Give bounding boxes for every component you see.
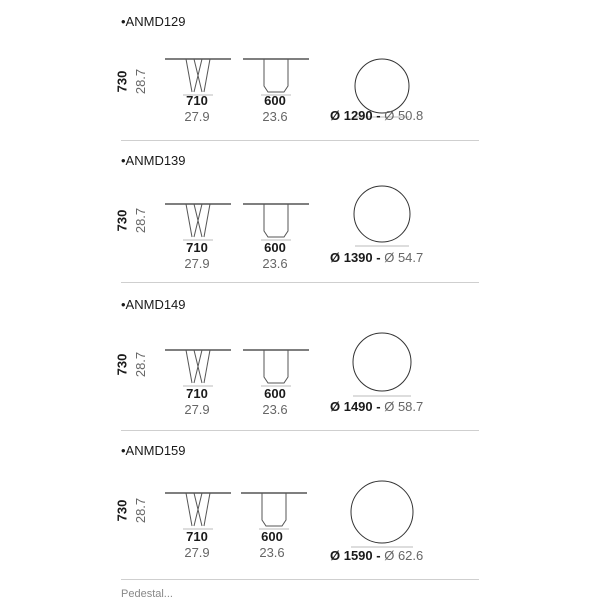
product-section-4 [0,443,600,588]
height-dimension [114,203,153,237]
width-value: 710 27.9 [184,529,210,560]
width-value: 710 27.9 [184,93,210,124]
side-view-drawing [241,56,311,96]
diameter-value: Ø 1290 - Ø 50.8 [330,108,424,123]
front-view-drawing [163,490,233,530]
product-code: •ANMD139 [121,153,186,168]
diameter-value: Ø 1490 - Ø 58.7 [330,399,424,414]
section-divider [121,430,479,431]
width-value: 710 27.9 [184,386,210,417]
front-view-drawing [163,201,233,241]
height-dimension [114,64,153,98]
height-in: 28.7 [133,351,149,378]
height-mm: 730 [114,353,130,376]
width-value: 710 27.9 [184,240,210,271]
height-dimension [114,347,153,381]
diameter-value: Ø 1590 - Ø 62.6 [330,548,424,563]
height-in: 28.7 [133,497,149,524]
depth-value: 600 23.6 [262,240,288,271]
height-dimension [114,493,153,527]
top-view-circle [352,183,412,247]
product-code: •ANMD149 [121,297,186,312]
front-view-drawing [163,347,233,387]
top-view-circle [348,480,416,548]
product-section-2 [0,153,600,298]
side-view-drawing [241,347,311,387]
height-in: 28.7 [133,68,149,95]
front-view-drawing [163,56,233,96]
top-view-circle [350,331,414,397]
section-divider [121,140,479,141]
product-section-3 [0,297,600,442]
section-divider [121,579,479,580]
product-code: •ANMD159 [121,443,186,458]
depth-value: 600 23.6 [262,93,288,124]
depth-value: 600 23.6 [262,386,288,417]
section-divider [121,282,479,283]
product-section-1 [0,14,600,159]
height-mm: 730 [114,209,130,232]
side-view-drawing [241,201,311,241]
product-code: •ANMD129 [121,14,186,29]
side-view-drawing [239,490,309,530]
height-mm: 730 [114,499,130,522]
cutoff-footer-text: Pedestal... [121,588,173,600]
height-in: 28.7 [133,207,149,234]
diameter-value: Ø 1390 - Ø 54.7 [330,250,424,265]
depth-value: 600 23.6 [259,529,285,560]
height-mm: 730 [114,70,130,93]
